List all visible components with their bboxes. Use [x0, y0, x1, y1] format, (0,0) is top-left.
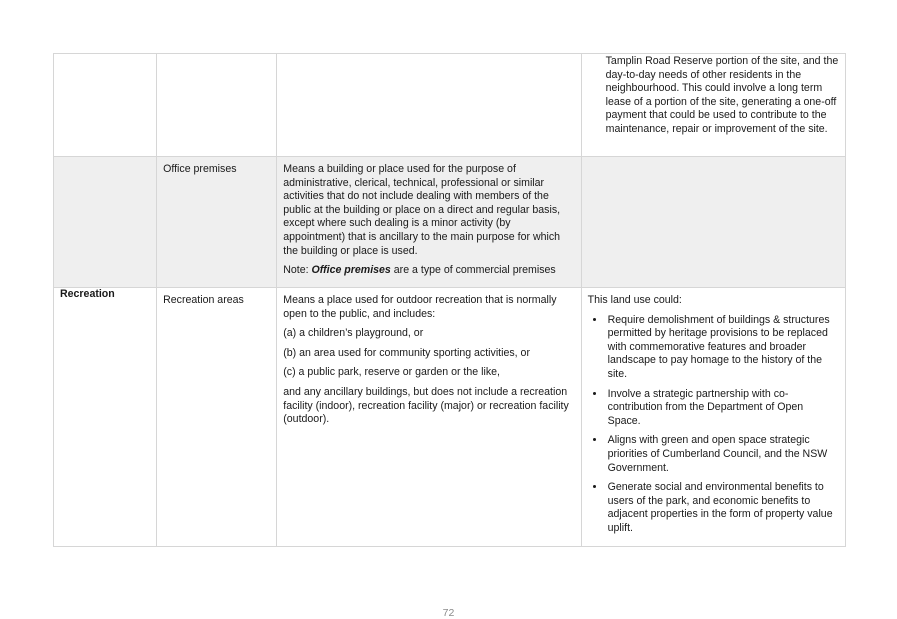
use-cell [157, 288, 277, 547]
definition-item: (c) a public park, reserve or garden or the like, [283, 366, 500, 379]
definition-item: (a) a children’s playground, or [283, 327, 424, 340]
land-use-table [53, 53, 846, 547]
page-number: 72 [442, 607, 455, 619]
use-name: Office premises [163, 163, 237, 175]
definition-note [283, 264, 574, 278]
use-name: Recreation areas [163, 294, 244, 306]
category-cell [54, 288, 157, 547]
note-term: Office premises [311, 264, 391, 277]
table-row-recreation-areas [54, 288, 846, 547]
definition-intro: Means a place used for outdoor recreation that is normally open to the public, and includes: [283, 294, 557, 320]
category-cell [54, 54, 157, 157]
implications-cell [581, 54, 845, 157]
implications-list [588, 314, 839, 536]
table-row-continuation [54, 54, 846, 157]
implications-cell [581, 157, 845, 288]
use-cell [157, 157, 277, 288]
definition-text: Means a building or place used for the purpose of administrative, clerical, technical, professional or similar activities that do not include dealing with members of the public at the building or place on a direct and regular basis, except where such dealing is a minor activity (by appointment) that is ancillary to the main purpose for which the building or place is used. [283, 163, 561, 257]
list-item: • Involve a strategic partnership with co-contribution from the Department of Open Space. [606, 388, 839, 429]
use-cell [157, 54, 277, 157]
definition-cell [277, 288, 581, 547]
implications-intro: This land use could: [587, 294, 682, 306]
category-label: Recreation [60, 288, 115, 300]
list-item: • Require demolishment of buildings & structures permitted by heritage provisions to be replaced with commemorative features and broader landscape to pay homage to the history of the site. [606, 314, 839, 382]
implications-cell [581, 288, 845, 547]
definition-cell [277, 54, 581, 157]
definition-outro: and any ancillary buildings, but does not include a recreation facility (indoor), recreation facility (major) or recreation facility (outdoor). [283, 385, 569, 426]
table-row-office-premises [54, 157, 846, 288]
note-suffix: are a type of commercial premises [390, 264, 556, 277]
list-item: • Generate social and environmental benefits to users of the park, and economic benefits to adjacent properties in the form of property value uplift. [606, 481, 839, 535]
definition-cell [277, 157, 581, 288]
note-prefix: Note: [283, 264, 312, 277]
list-item: • Aligns with green and open space strategic priorities of Cumberland Council, and the NSW Government. [606, 434, 839, 475]
continued-implications-text: Tamplin Road Reserve portion of the site, and the day-to-day needs of other residents in the neighbourhood. This could involve a long term lease of a portion of the site, generating a one-off payment that could be used to contribute to the maintenance, repair or improvement of the site. [605, 55, 839, 135]
definition-item: (b) an area used for community sporting activities, or [283, 346, 530, 359]
category-cell [54, 157, 157, 288]
